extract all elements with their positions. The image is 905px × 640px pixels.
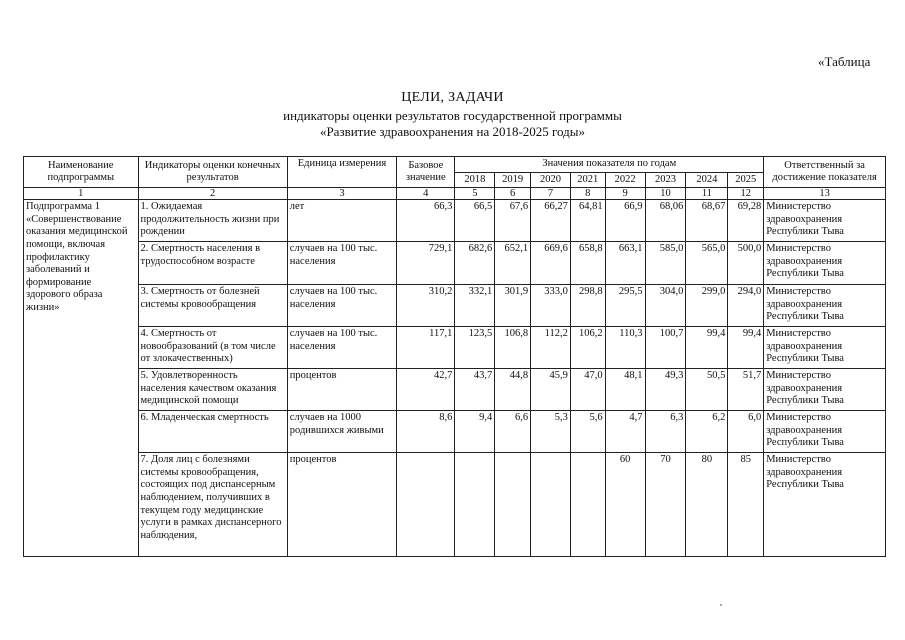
indicator-cell: 2. Смертность населения в трудоспособном возрасте [138,242,287,285]
year-value-cell: 5,6 [570,411,605,453]
year-value-cell: 112,2 [531,327,571,369]
table-row [24,285,886,327]
unit-cell: лет [287,200,396,242]
year-value-cell: 49,3 [645,369,686,411]
year-value-cell: 43,7 [455,369,495,411]
year-value-cell: 66,5 [455,200,495,242]
responsible-cell: Министерство здравоохранения Республики Тыва [764,285,886,327]
column-number: 6 [495,188,531,200]
subprogram-cell: Подпрограмма 1 «Совершенствование оказания медицинской помощи, включая профилактику заболеваний и формирование здорового образа жизни» [24,200,139,557]
column-number: 13 [764,188,886,200]
year-value-cell: 565,0 [686,242,728,285]
base-value-cell: 117,1 [397,327,455,369]
header-subprogram: Наименование подпрограммы [24,157,139,188]
year-value-cell: 6,0 [728,411,764,453]
year-value-cell: 67,6 [495,200,531,242]
year-value-cell: 85 [728,453,764,557]
indicator-cell: 1. Ожидаемая продолжительность жизни при рождении [138,200,287,242]
year-value-cell: 304,0 [645,285,686,327]
column-number: 1 [24,188,139,200]
indicator-cell: 6. Младенческая смертность [138,411,287,453]
year-value-cell: 80 [686,453,728,557]
year-value-cell: 295,5 [605,285,645,327]
column-number: 2 [138,188,287,200]
header-indicators: Индикаторы оценки конечных результатов [138,157,287,188]
unit-cell: процентов [287,369,396,411]
base-value-cell: 66,3 [397,200,455,242]
base-value-cell: 8,6 [397,411,455,453]
column-number: 4 [397,188,455,200]
year-value-cell: 51,7 [728,369,764,411]
header-year: 2019 [495,172,531,188]
responsible-cell: Министерство здравоохранения Республики Тыва [764,411,886,453]
year-value-cell [495,453,531,557]
responsible-cell: Министерство здравоохранения Республики Тыва [764,453,886,557]
year-value-cell: 299,0 [686,285,728,327]
header-year: 2023 [645,172,686,188]
column-number: 10 [645,188,686,200]
responsible-cell: Министерство здравоохранения Республики Тыва [764,369,886,411]
year-value-cell [531,453,571,557]
year-value-cell: 682,6 [455,242,495,285]
year-value-cell: 60 [605,453,645,557]
responsible-cell: Министерство здравоохранения Республики Тыва [764,242,886,285]
year-value-cell: 48,1 [605,369,645,411]
year-value-cell: 44,8 [495,369,531,411]
responsible-cell: Министерство здравоохранения Республики Тыва [764,327,886,369]
header-year: 2021 [570,172,605,188]
table-row [24,411,886,453]
year-value-cell: 99,4 [686,327,728,369]
column-number: 3 [287,188,396,200]
year-value-cell: 106,8 [495,327,531,369]
year-value-cell [570,453,605,557]
year-value-cell: 500,0 [728,242,764,285]
table-caption-tag: «Таблица [818,54,871,69]
responsible-cell: Министерство здравоохранения Республики Тыва [764,200,886,242]
base-value-cell: 729,1 [397,242,455,285]
column-number: 8 [570,188,605,200]
table-row [24,242,886,285]
year-value-cell: 585,0 [645,242,686,285]
column-number: 11 [686,188,728,200]
scan-speck [720,604,722,606]
unit-cell: случаев на 100 тыс. населения [287,327,396,369]
column-number-row [24,188,886,200]
year-value-cell: 669,6 [531,242,571,285]
column-number: 5 [455,188,495,200]
unit-cell: случаев на 100 тыс. населения [287,242,396,285]
year-value-cell: 47,0 [570,369,605,411]
column-number: 9 [605,188,645,200]
year-value-cell: 69,28 [728,200,764,242]
year-value-cell: 663,1 [605,242,645,285]
header-responsible: Ответственный за достижение показателя [764,157,886,188]
unit-cell: случаев на 100 тыс. населения [287,285,396,327]
year-value-cell: 99,4 [728,327,764,369]
column-number: 7 [531,188,571,200]
year-value-cell: 106,2 [570,327,605,369]
year-value-cell: 68,06 [645,200,686,242]
year-value-cell: 50,5 [686,369,728,411]
page-subtitle: индикаторы оценки результатов государственной программы [283,108,622,123]
header-unit: Единица измерения [287,157,396,188]
year-value-cell: 5,3 [531,411,571,453]
base-value-cell: 42,7 [397,369,455,411]
header-base: Базовое значение [397,157,455,188]
table-body [24,200,886,557]
program-name: «Развитие здравоохранения на 2018-2025 годы» [319,124,586,139]
year-value-cell: 332,1 [455,285,495,327]
year-value-cell: 68,67 [686,200,728,242]
year-value-cell: 6,2 [686,411,728,453]
year-value-cell: 294,0 [728,285,764,327]
indicator-cell: 3. Смертность от болезней системы кровообращения [138,285,287,327]
year-value-cell: 4,7 [605,411,645,453]
year-value-cell: 9,4 [455,411,495,453]
header-year: 2020 [531,172,571,188]
year-value-cell: 70 [645,453,686,557]
year-value-cell: 45,9 [531,369,571,411]
year-value-cell: 658,8 [570,242,605,285]
header-year: 2018 [455,172,495,188]
year-value-cell: 298,8 [570,285,605,327]
year-value-cell: 6,3 [645,411,686,453]
column-number: 12 [728,188,764,200]
year-value-cell: 652,1 [495,242,531,285]
header-year: 2025 [728,172,764,188]
table-row [24,327,886,369]
year-value-cell: 100,7 [645,327,686,369]
year-value-cell: 66,9 [605,200,645,242]
unit-cell: процентов [287,453,396,557]
year-value-cell: 301,9 [495,285,531,327]
page-title: ЦЕЛИ, ЗАДАЧИ [401,90,504,105]
indicators-table [23,156,886,557]
header-years-group: Значения показателя по годам [455,157,764,173]
table-row [24,200,886,242]
table-row [24,453,886,557]
year-value-cell [455,453,495,557]
year-value-cell: 66,27 [531,200,571,242]
year-value-cell: 123,5 [455,327,495,369]
year-value-cell: 333,0 [531,285,571,327]
unit-cell: случаев на 1000 родившихся живыми [287,411,396,453]
header-year: 2024 [686,172,728,188]
table-row [24,369,886,411]
year-value-cell: 6,6 [495,411,531,453]
indicator-cell: 7. Доля лиц с болезнями системы кровообращения, состоящих под диспансерным наблюдением, получивших в текущем году медицинские услуги в рамках диспансерного наблюдения, [138,453,287,557]
indicator-cell: 5. Удовлетворенность населения качеством оказания медицинской помощи [138,369,287,411]
year-value-cell: 64,81 [570,200,605,242]
year-value-cell: 110,3 [605,327,645,369]
base-value-cell [397,453,455,557]
base-value-cell: 310,2 [397,285,455,327]
header-year: 2022 [605,172,645,188]
indicator-cell: 4. Смертность от новообразований (в том числе от злокачественных) [138,327,287,369]
